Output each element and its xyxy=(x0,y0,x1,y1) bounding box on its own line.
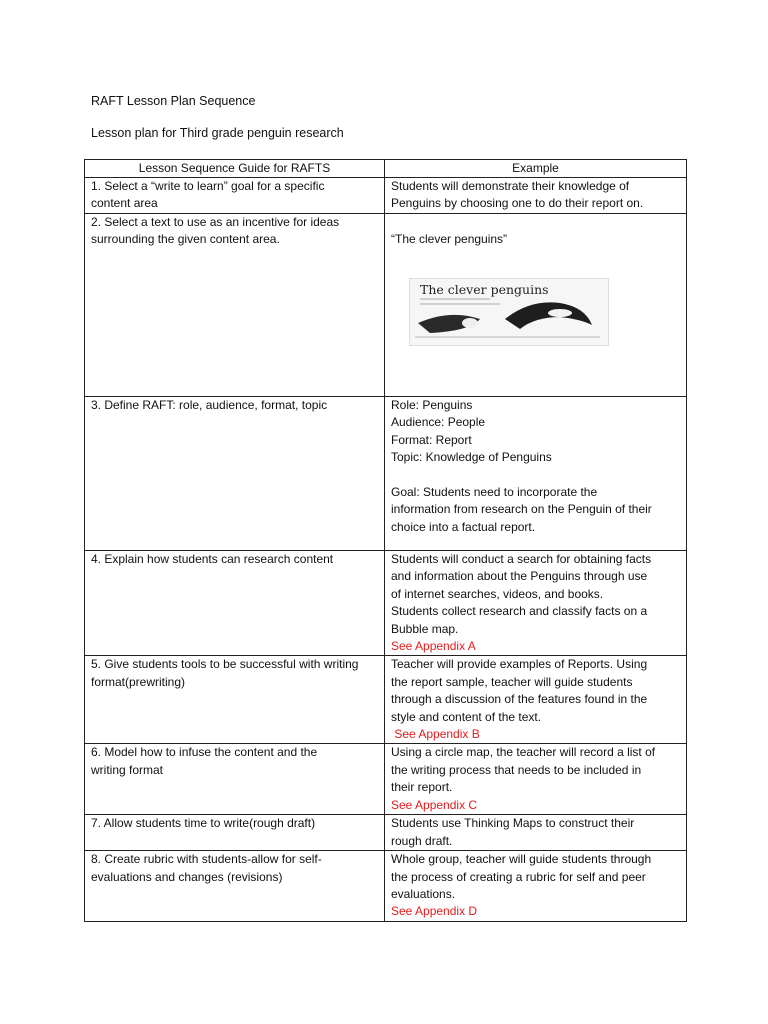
example-line: Using a circle map, the teacher will record a list of xyxy=(391,745,656,760)
step-cell xyxy=(85,744,385,815)
example-line: the process of creating a rubric for self and peer xyxy=(391,869,646,884)
step-line: 5. Give students tools to be successful with writing xyxy=(91,657,359,672)
example-cell xyxy=(385,397,687,551)
table-row xyxy=(85,656,687,744)
example-line: Format: Report xyxy=(391,432,472,447)
example-line: the writing process that needs to be included in xyxy=(391,762,642,777)
step-cell xyxy=(85,851,385,922)
step-cell xyxy=(85,214,385,397)
table-row xyxy=(85,851,687,922)
example-line: of internet searches, videos, and books. xyxy=(391,586,604,601)
example-cell xyxy=(385,551,687,656)
example-line: Students will demonstrate their knowledge of xyxy=(391,179,630,193)
lesson-sequence-table xyxy=(84,159,687,922)
step-line: format(prewriting) xyxy=(91,674,186,689)
example-line: Whole group, teacher will guide students through xyxy=(391,852,652,867)
step-cell xyxy=(85,656,385,744)
example-line: and information about the Penguins through use xyxy=(391,569,648,584)
table-row xyxy=(85,397,687,551)
step-cell xyxy=(85,551,385,656)
example-goal-line: information from research on the Penguin of their xyxy=(391,502,652,517)
appendix-link: See Appendix A xyxy=(391,639,476,654)
step-cell xyxy=(85,178,385,214)
appendix-link: See Appendix D xyxy=(391,904,478,919)
step-line: 7. Allow students time to write(rough draft) xyxy=(91,816,316,831)
example-line: style and content of the text. xyxy=(391,709,542,724)
example-line: rough draft. xyxy=(391,833,453,848)
example-line: Students use Thinking Maps to construct their xyxy=(391,816,635,831)
example-cell xyxy=(385,178,687,214)
step-line: 4. Explain how students can research content xyxy=(91,552,334,566)
step-line: 8. Create rubric with students-allow for self- xyxy=(91,852,322,867)
example-line: Teacher will provide examples of Reports. Using xyxy=(391,657,648,672)
example-line: through a discussion of the features found in the xyxy=(391,692,648,707)
table-row xyxy=(85,178,687,214)
example-goal-line: choice into a factual report. xyxy=(391,519,536,534)
example-line: the report sample, teacher will guide students xyxy=(391,674,633,689)
example-line: “The clever penguins” xyxy=(391,232,508,247)
appendix-link: See Appendix B xyxy=(391,727,480,742)
example-cell xyxy=(385,656,687,744)
step-cell xyxy=(85,397,385,551)
book-cover-image xyxy=(409,278,609,346)
step-line: 3. Define RAFT: role, audience, format, topic xyxy=(91,398,328,412)
step-line: 6. Model how to infuse the content and the xyxy=(91,745,318,760)
column-header-example: Example xyxy=(385,160,687,178)
example-line: evaluations. xyxy=(391,886,456,901)
example-line: Students will conduct a search for obtaining facts xyxy=(391,552,652,566)
step-line: surrounding the given content area. xyxy=(91,232,280,247)
example-line: Audience: People xyxy=(391,415,486,430)
example-cell xyxy=(385,214,687,397)
step-line: writing format xyxy=(91,762,164,777)
example-line: Students collect research and classify facts on a xyxy=(391,604,648,619)
example-cell xyxy=(385,744,687,815)
table-header-row xyxy=(85,160,687,178)
step-line: evaluations and changes (revisions) xyxy=(91,869,283,884)
example-cell xyxy=(385,851,687,922)
example-cell xyxy=(385,815,687,851)
table-row xyxy=(85,744,687,815)
step-cell xyxy=(85,815,385,851)
example-line: Role: Penguins xyxy=(391,398,473,412)
document-title: RAFT Lesson Plan Sequence xyxy=(91,94,256,108)
table-row xyxy=(85,551,687,656)
example-line: their report. xyxy=(391,780,453,795)
step-line: content area xyxy=(91,196,158,211)
example-line: Bubble map. xyxy=(391,621,459,636)
table-row xyxy=(85,815,687,851)
example-line: Penguins by choosing one to do their report on. xyxy=(391,196,644,211)
appendix-link: See Appendix C xyxy=(391,797,478,812)
example-goal-line: Goal: Students need to incorporate the xyxy=(391,485,598,500)
book-cover-title: The clever penguins xyxy=(420,281,549,297)
column-header-guide: Lesson Sequence Guide for RAFTS xyxy=(85,160,385,178)
document-subtitle: Lesson plan for Third grade penguin research xyxy=(91,126,344,140)
step-line: 2. Select a text to use as an incentive for ideas xyxy=(91,215,340,229)
step-line: 1. Select a “write to learn” goal for a specific xyxy=(91,179,325,193)
table-row xyxy=(85,214,687,397)
example-line: Topic: Knowledge of Penguins xyxy=(391,450,552,465)
